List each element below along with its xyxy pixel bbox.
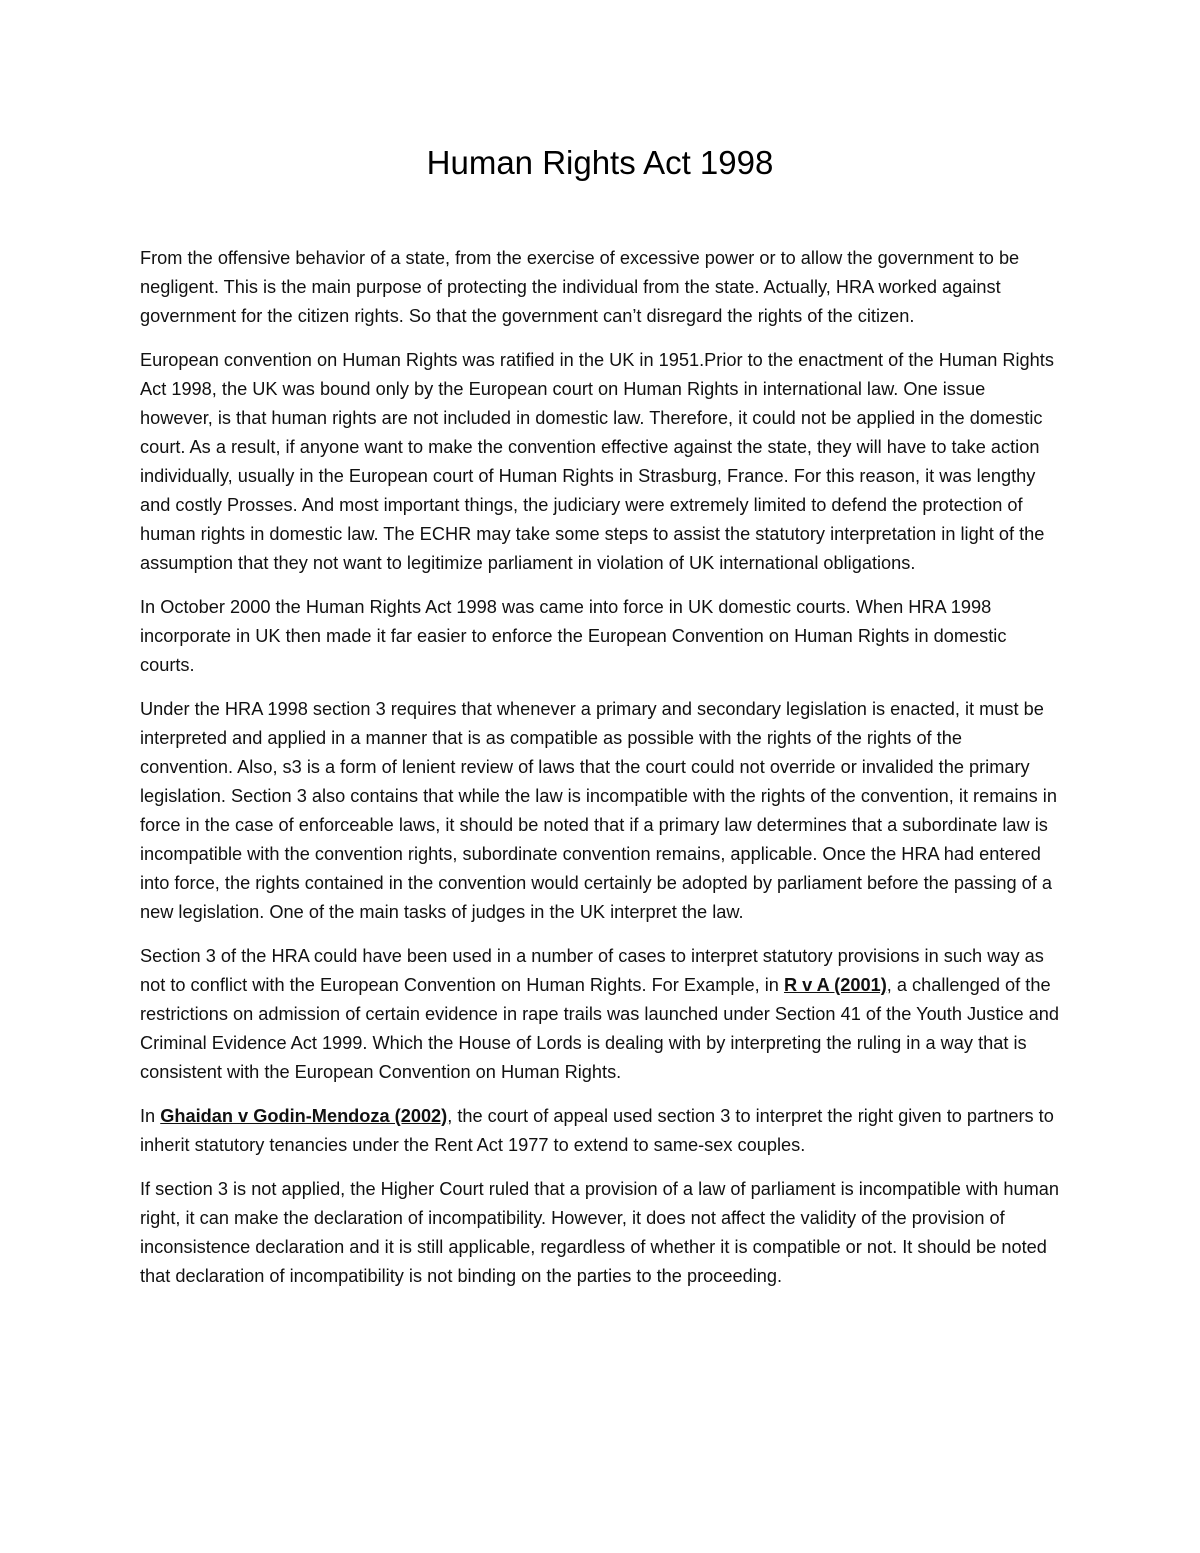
paragraph-purpose: From the offensive behavior of a state, from the exercise of excessive power or to allow the government to be negligent. This is the main purpose of protecting the individual from the state. Actually, HRA worked against government for the citizen rights. So that the government can’t disregard the rights of the citizen. xyxy=(140,248,1020,326)
paragraph-declaration-of-incompatibility: If section 3 is not applied, the Higher Court ruled that a provision of a law of parliament is incompatible with human right, it can make the declaration of incompatibility. However, it does not affect the validity of the provision of inconsistence declaration and it is still applicable, regardless of whether it is compatible or not. It should be noted that declaration of incompatibility is not binding on the parties to the proceeding. xyxy=(140,1179,1059,1286)
case-citation-r-v-a: R v A (2001) xyxy=(783,975,887,995)
document-title: Human Rights Act 1998 xyxy=(426,144,774,181)
paragraph-section-3: Under the HRA 1998 section 3 requires that whenever a primary and secondary legislation is enacted, it must be interpreted and applied in a manner that is as compatible as possible with the rights of the rights of the convention. Also, s3 is a form of lenient review of laws that the court could not override or invalided the primary legislation. Section 3 also contains that while the law is incompatible with the rights of the convention, it remains in force in the case of enforceable laws, it should be noted that if a primary law determines that a subordinate law is incompatible with the convention rights, subordinate convention remains, applicable. Once the HRA had entered into force, the rights contained in the convention would certainly be adopted by parliament before the passing of a new legislation. One of the main tasks of judges in the UK interpret the law. xyxy=(140,699,1057,922)
document-body xyxy=(140,244,1060,1306)
paragraph-r-v-a xyxy=(140,942,1060,1087)
paragraph-text: Section 3 of the HRA could have been used in a number of cases to interpret statutory provisions in such way as not to conflict with the European Convention on Human Rights. For Example, in xyxy=(140,946,1044,995)
paragraph-echr-history: European convention on Human Rights was ratified in the UK in 1951.Prior to the enactment of the Human Rights Act 1998, the UK was bound only by the European court on Human Rights in international law. One issue however, is that human rights are not included in domestic law. Therefore, it could not be applied in the domestic court. As a result, if anyone want to make the convention effective against the state, they will have to take action individually, usually in the European court of Human Rights in Strasburg, France. For this reason, it was lengthy and costly Prosses. And most important things, the judiciary were extremely limited to defend the protection of human rights in domestic law. The ECHR may take some steps to assist the statutory interpretation in light of the assumption that they not want to legitimize parliament in violation of UK international obligations. xyxy=(140,350,1054,573)
paragraph-text: , a challenged of the restrictions on admission of certain evidence in rape trails was launched under Section 41 of the Youth Justice and Criminal Evidence Act 1999. Which the House of Lords is dealing with by interpreting the ruling in a way that is consistent with the European Convention on Human Rights. xyxy=(140,975,1060,1082)
paragraph-hra-in-force: In October 2000 the Human Rights Act 1998 was came into force in UK domestic courts. When HRA 1998 incorporate in UK then made it far easier to enforce the European Convention on Human Rights in domestic courts. xyxy=(140,597,1007,675)
paragraph-ghaidan xyxy=(140,1102,1060,1160)
paragraph-text: , the court of appeal used section 3 to interpret the right given to partners to inherit statutory tenancies under the Rent Act 1977 to extend to same-sex couples. xyxy=(140,1106,1054,1155)
paragraph-text: In xyxy=(140,1106,161,1126)
case-citation-ghaidan: Ghaidan v Godin-Mendoza (2002) xyxy=(160,1106,448,1126)
